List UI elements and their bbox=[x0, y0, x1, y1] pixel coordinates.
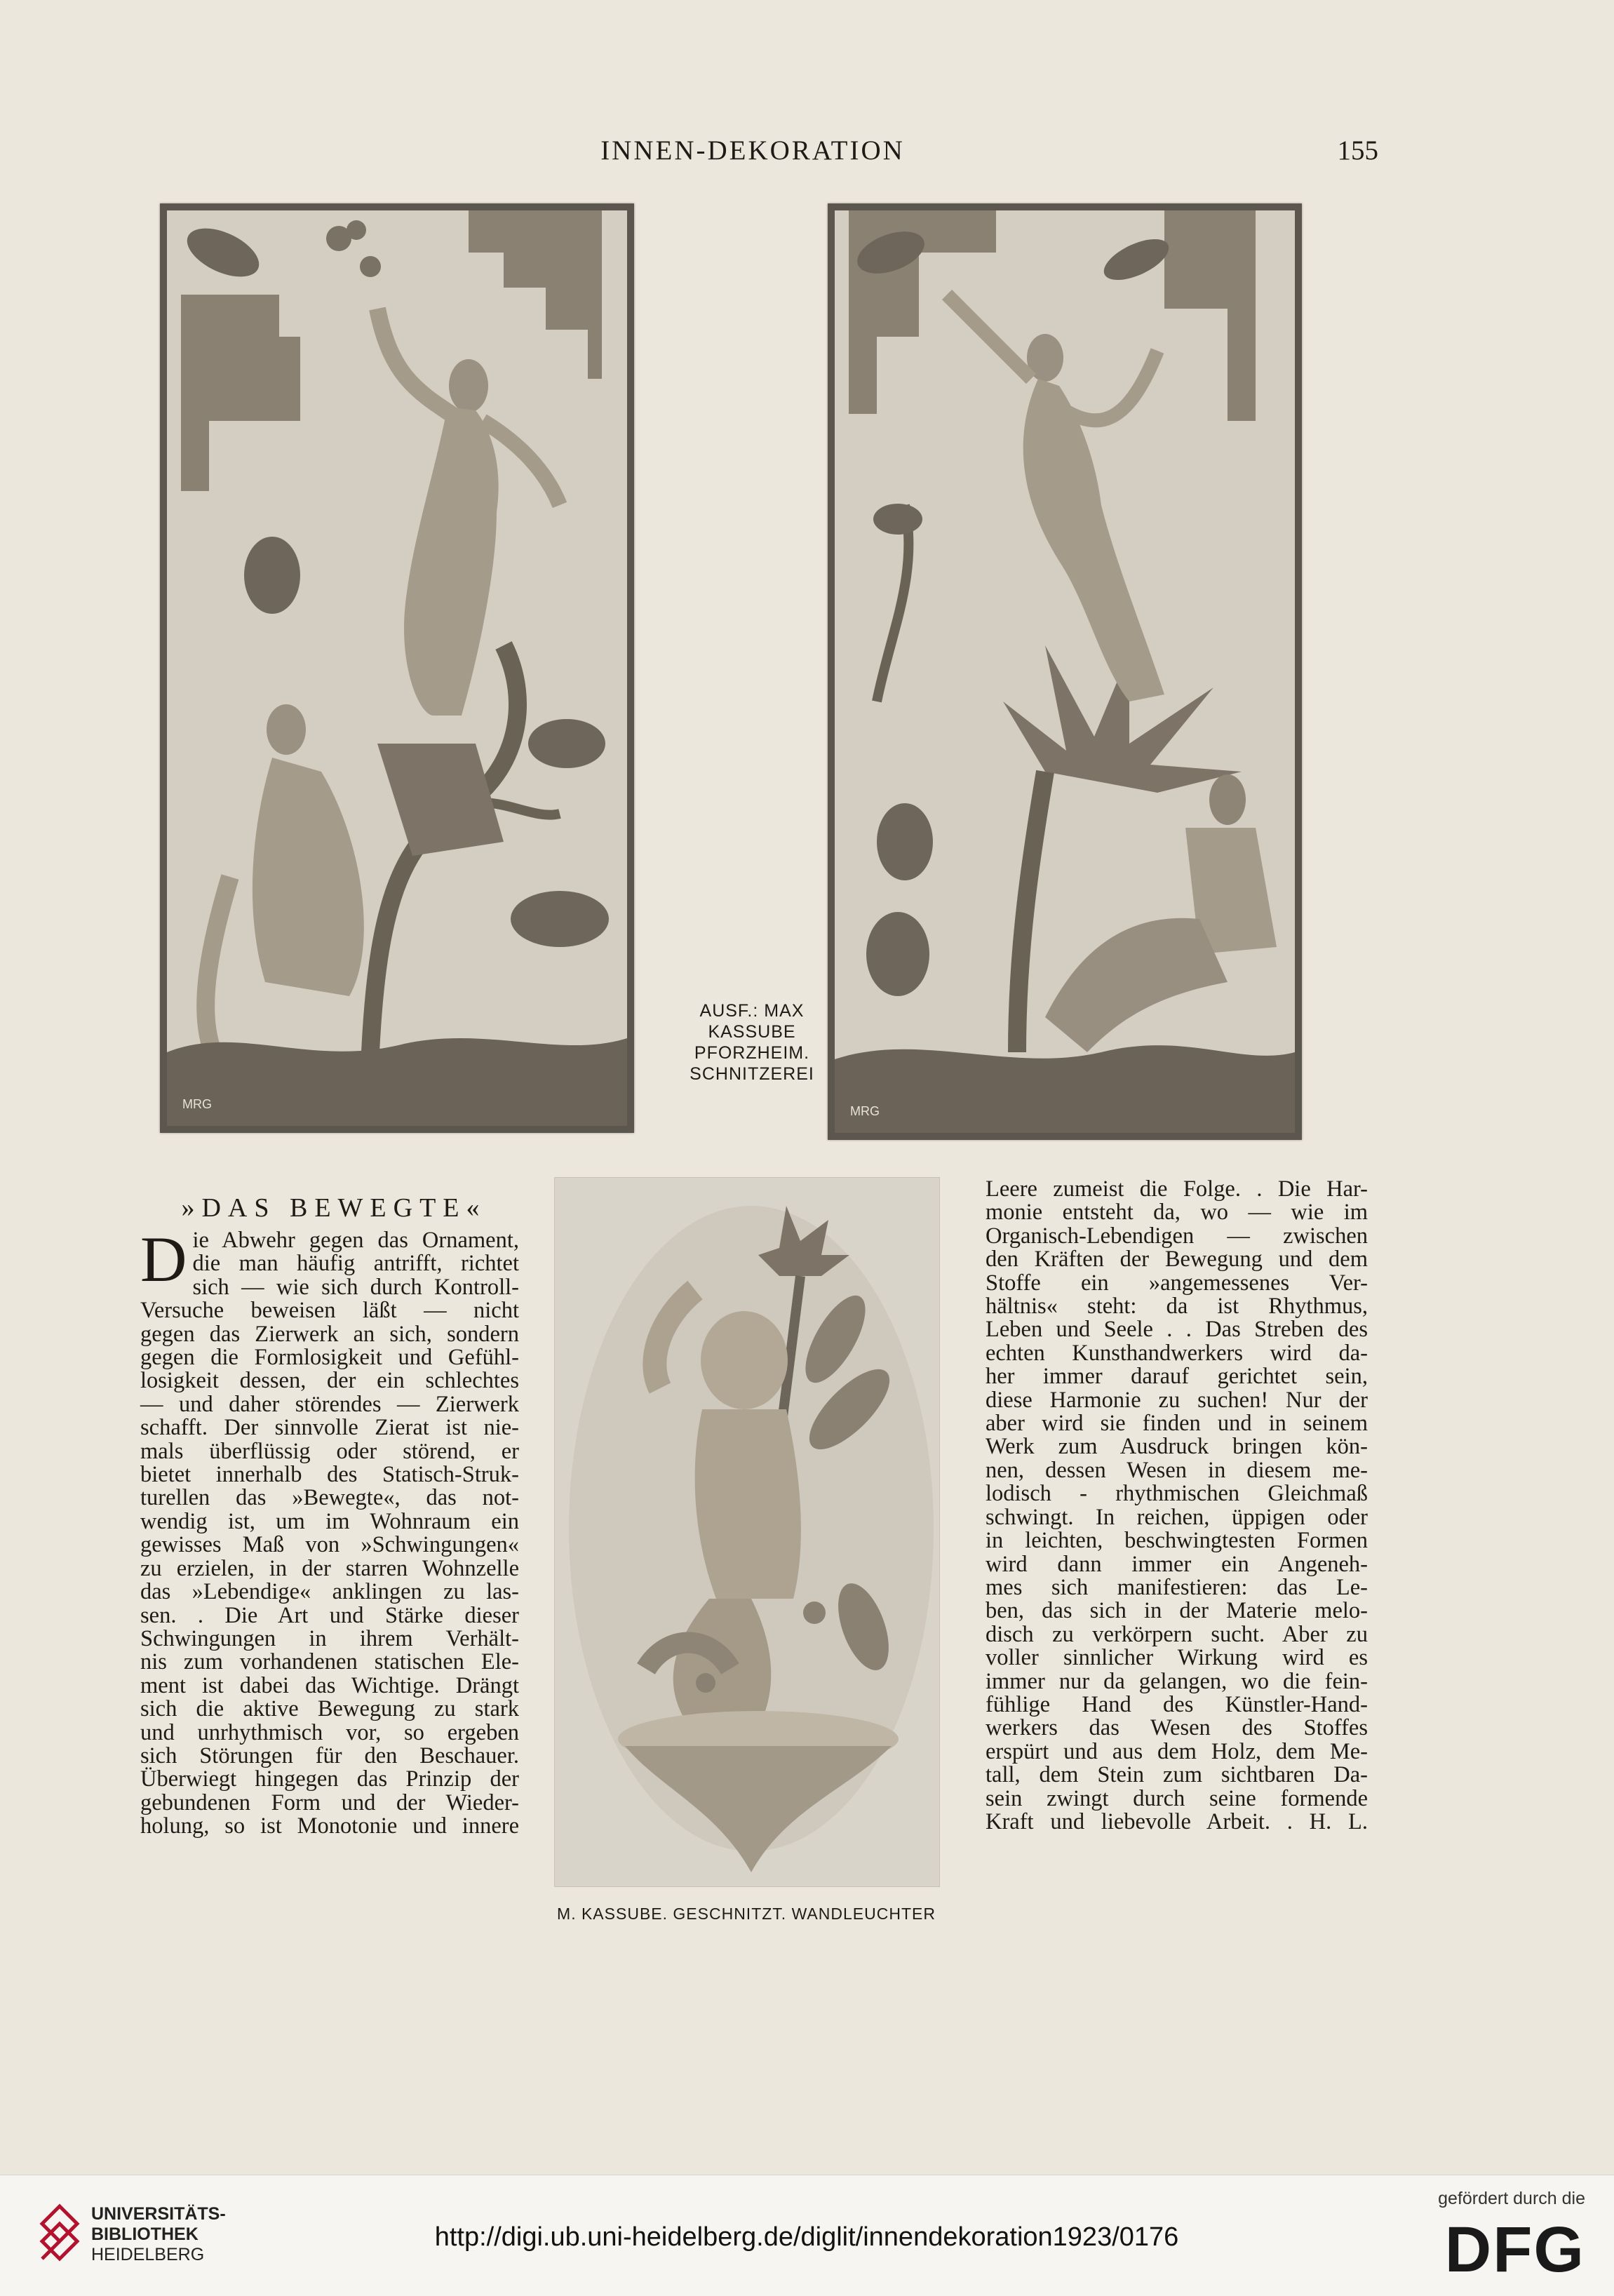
text-line: mes sich manifestieren: das Le- bbox=[986, 1574, 1368, 1600]
page-number: 155 bbox=[1337, 135, 1378, 166]
text-line: Versuche beweisen läßt — nicht bbox=[140, 1298, 519, 1324]
text-line: — und daher störendes — Zierwerk bbox=[140, 1391, 519, 1417]
text-line: und unrhythmisch vor, so ergeben bbox=[140, 1719, 519, 1745]
credit-line: AUSF.: MAX bbox=[699, 1001, 805, 1021]
text-line: bietet innerhalb des Statisch-Struk- bbox=[140, 1462, 519, 1488]
text-line: gegen das Zierwerk an sich, sondern bbox=[140, 1321, 519, 1347]
running-title: INNEN-DEKORATION bbox=[600, 135, 905, 166]
text-line: ben, das sich in der Materie melo- bbox=[986, 1598, 1368, 1624]
text-line: nis zum vorhandenen statischen Ele- bbox=[140, 1649, 519, 1675]
text-line: Überwiegt hingegen das Prinzip der bbox=[140, 1766, 519, 1792]
carved-panel-left bbox=[160, 203, 634, 1133]
text-line: werkers das Wesen des Stoffes bbox=[986, 1715, 1368, 1741]
library-name-line: HEIDELBERG bbox=[91, 2245, 205, 2264]
text-line: Kraft und liebevolle Arbeit. . H. L. bbox=[986, 1808, 1368, 1834]
credit-line: PFORZHEIM. bbox=[694, 1043, 810, 1063]
text-line: die man häufig antrifft, richtet bbox=[192, 1251, 519, 1277]
credit-line: KASSUBE bbox=[708, 1022, 796, 1042]
text-line: Schwingungen in ihrem Verhält- bbox=[140, 1625, 519, 1651]
text-line: losigkeit dessen, der ein schlechtes bbox=[140, 1368, 519, 1394]
text-line: sich die aktive Bewegung zu stark bbox=[140, 1696, 519, 1722]
text-line: den Kräften der Bewegung und dem bbox=[986, 1247, 1368, 1273]
wall-sconce-illustration bbox=[555, 1178, 939, 1886]
text-line: wird dann immer ein Angeneh- bbox=[986, 1551, 1368, 1577]
text-line: aber wird sie finden und in seinem bbox=[986, 1411, 1368, 1437]
text-line: gebundenen Form und der Wieder- bbox=[140, 1790, 519, 1815]
text-line: echten Kunsthandwerkers wird da- bbox=[986, 1340, 1368, 1366]
drop-cap: D bbox=[140, 1223, 187, 1295]
text-line: sich — wie sich durch Kontroll- bbox=[192, 1274, 519, 1300]
credit-line: SCHNITZEREI bbox=[690, 1064, 814, 1084]
text-line: sich Störungen für den Beschauer. bbox=[140, 1743, 519, 1768]
text-line: in leichten, beschwingtesten Formen bbox=[986, 1528, 1368, 1554]
text-line: Leben und Seele . . Das Streben des bbox=[986, 1317, 1368, 1343]
library-name-line: UNIVERSITÄTS- bbox=[91, 2204, 226, 2224]
carved-panel-right bbox=[828, 203, 1302, 1140]
text-line: erspürt und aus dem Holz, dem Me- bbox=[986, 1738, 1368, 1764]
text-line: schwingt. In reichen, üppigen oder bbox=[986, 1504, 1368, 1530]
carved-panel-right-illustration bbox=[835, 210, 1295, 1133]
text-line: Stoffe ein »angemessenes Ver- bbox=[986, 1270, 1368, 1296]
text-line: Leere zumeist die Folge. . Die Har- bbox=[986, 1176, 1368, 1202]
text-line: fühlige Hand des Künstler-Hand- bbox=[986, 1691, 1368, 1717]
permalink-url[interactable]: http://digi.ub.uni-heidelberg.de/diglit/innendekoration1923/0176 bbox=[434, 2222, 1179, 2252]
paragraph-left bbox=[140, 1223, 519, 1839]
text-line: sen. . Die Art und Stärke dieser bbox=[140, 1602, 519, 1628]
text-line: das »Lebendige« anklingen zu las- bbox=[140, 1579, 519, 1605]
paragraph-right bbox=[986, 1178, 1368, 1834]
text-line: wendig ist, um im Wohnraum ein bbox=[140, 1508, 519, 1534]
text-line: Werk zum Ausdruck bringen kön- bbox=[986, 1434, 1368, 1460]
article-column-right bbox=[986, 1178, 1368, 1834]
text-line: voller sinnlicher Wirkung wird es bbox=[986, 1645, 1368, 1671]
photo-caption: M. KASSUBE. GESCHNITZT. WANDLEUCHTER bbox=[557, 1905, 936, 1923]
university-library-logo-icon[interactable] bbox=[39, 2203, 81, 2269]
text-line: diese Harmonie zu suchen! Nur der bbox=[986, 1387, 1368, 1413]
text-line: zu erzielen, in der starren Wohnzelle bbox=[140, 1555, 519, 1581]
fabrication-credit bbox=[679, 1000, 825, 1085]
text-line: her immer darauf gerichtet sein, bbox=[986, 1364, 1368, 1390]
text-line: immer nur da gelangen, wo die fein- bbox=[986, 1668, 1368, 1694]
text-line: tall, dem Stein zum sichtbaren Da- bbox=[986, 1762, 1368, 1788]
text-line: ment ist dabei das Wichtige. Drängt bbox=[140, 1672, 519, 1698]
text-line: lodisch - rhythmischen Gleichmaß bbox=[986, 1481, 1368, 1507]
carved-panel-left-illustration bbox=[167, 210, 627, 1126]
text-line: schafft. Der sinnvolle Zierat ist nie- bbox=[140, 1415, 519, 1441]
university-library-name[interactable] bbox=[91, 2204, 226, 2265]
library-name-line: BIBLIOTHEK bbox=[91, 2224, 199, 2244]
dfg-logo[interactable]: DFG bbox=[1444, 2214, 1585, 2285]
text-line: sein zwingt durch seine formende bbox=[986, 1785, 1368, 1811]
text-line: mals überflüssig oder störend, er bbox=[140, 1438, 519, 1464]
text-line: gewisses Maß von »Schwingungen« bbox=[140, 1532, 519, 1558]
text-line: nen, dessen Wesen in diesem me- bbox=[986, 1457, 1368, 1483]
text-line: ie Abwehr gegen das Ornament, bbox=[192, 1228, 519, 1253]
wall-sconce-photo bbox=[554, 1177, 940, 1887]
text-line: hältnis« steht: da ist Rhythmus, bbox=[986, 1294, 1368, 1320]
funding-label: gefördert durch die bbox=[1438, 2189, 1585, 2208]
text-line: disch zu verkörpern sucht. Aber zu bbox=[986, 1621, 1368, 1647]
text-line: turellen das »Bewegte«, das not- bbox=[140, 1485, 519, 1511]
panel-monogram-right: MRG bbox=[850, 1104, 880, 1118]
text-line: monie entsteht da, wo — wie im bbox=[986, 1200, 1368, 1226]
article-column-left bbox=[140, 1223, 519, 1839]
text-line: Organisch-Lebendigen — zwischen bbox=[986, 1223, 1368, 1249]
text-line: holung, so ist Monotonie und innere bbox=[140, 1813, 519, 1839]
panel-monogram-left: MRG bbox=[182, 1097, 212, 1111]
article-heading: »DAS BEWEGTE« bbox=[181, 1193, 487, 1223]
text-line: gegen die Formlosigkeit und Gefühl- bbox=[140, 1345, 519, 1371]
